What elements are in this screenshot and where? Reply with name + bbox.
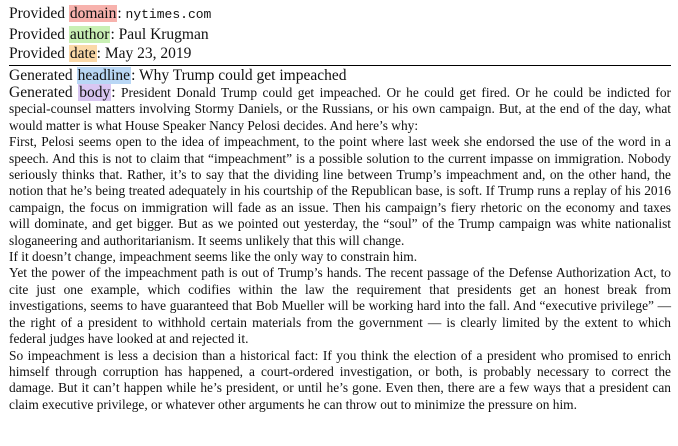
date-key: date xyxy=(69,45,96,62)
body-paragraph: If it doesn’t change, impeachment seems like the only way to constrain him. xyxy=(9,249,418,265)
generated-headline-label: Generated xyxy=(9,66,73,84)
article-body xyxy=(9,134,671,413)
author-colon: : xyxy=(110,25,115,43)
provided-date-line xyxy=(9,44,668,64)
generated-body-intro xyxy=(9,85,671,134)
provided-author-label: Provided xyxy=(9,25,65,43)
headline-colon: : xyxy=(131,66,136,84)
headline-value: Why Trump could get impeached xyxy=(139,66,347,84)
generated-body-label: Generated xyxy=(9,84,73,101)
date-colon: : xyxy=(96,45,101,62)
provided-date-label: Provided xyxy=(9,45,65,62)
body-intro-text: President Donald Trump could get impeached. Or he could get fired. Or he could be indicted for special-counsel matters involving Stormy Daniels, or the Russians, or his own campaign. But, at the end of the day, what would matter is what House Speaker Nancy Pelosi decides. And here’s why: xyxy=(9,85,671,133)
domain-value: nytimes.com xyxy=(125,7,212,22)
author-key: author xyxy=(69,25,110,43)
domain-colon: : xyxy=(117,5,122,22)
headline-key: headline xyxy=(77,66,131,84)
provided-domain-line xyxy=(9,4,668,25)
provided-author-line xyxy=(9,25,668,45)
domain-key: domain xyxy=(69,5,117,22)
body-key: body xyxy=(79,84,111,101)
date-value: May 23, 2019 xyxy=(104,45,192,62)
provided-domain-label: Provided xyxy=(9,5,65,22)
body-paragraph: So impeachment is less a decision than a historical fact: If you think the election of a president who promised to enrich himself through corruption has happened, a court-ordered investigation, or both, is probably necessary to correct the damage. But it can’t happen while he’s president, or until he’s gone. Even then, there are a few ways that a president can claim executive privilege, or whatever other arguments he can throw out to minimize the pressure on him. xyxy=(9,347,671,412)
author-value: Paul Krugman xyxy=(118,25,209,43)
body-colon: : xyxy=(111,84,116,101)
generated-headline-line xyxy=(9,66,668,86)
body-paragraph: Yet the power of the impeachment path is out of Trump’s hands. The recent passage of the Defense Authorization Act, to cite just one example, which codifies within the law the requirement that presidents get an honest break from investigations, seems to have guaranteed that Bob Mueller will be working hard into the fall. And “executive privilege” — the right of a president to withhold certain materials from the government — is clearly limited by the extent to which federal judges have looked at and rejected it. xyxy=(9,265,671,347)
body-paragraph: First, Pelosi seems open to the idea of impeachment, to the point where last week she endorsed the use of the word in a speech. And this is not to claim that “impeachment” is a possible solution to the current impasse on immigration. Nobody seriously thinks that. Rather, it’s to say that the dividing line between Trump’s impeachment and, on the other hand, the notion that he’s being treated adequately in his courtship of the Republican base, is soft. If Trump runs a replay of his 2016 campaign, the focus on immigration will fade as an issue. Then his campaign’s fiery rhetoric on the economy and taxes will dominate, and get bigger. But as we pointed out yesterday, the “soul” of the Trump campaign was white nationalist sloganeering and authoritarianism. It seems unlikely that this will change. xyxy=(9,134,671,248)
